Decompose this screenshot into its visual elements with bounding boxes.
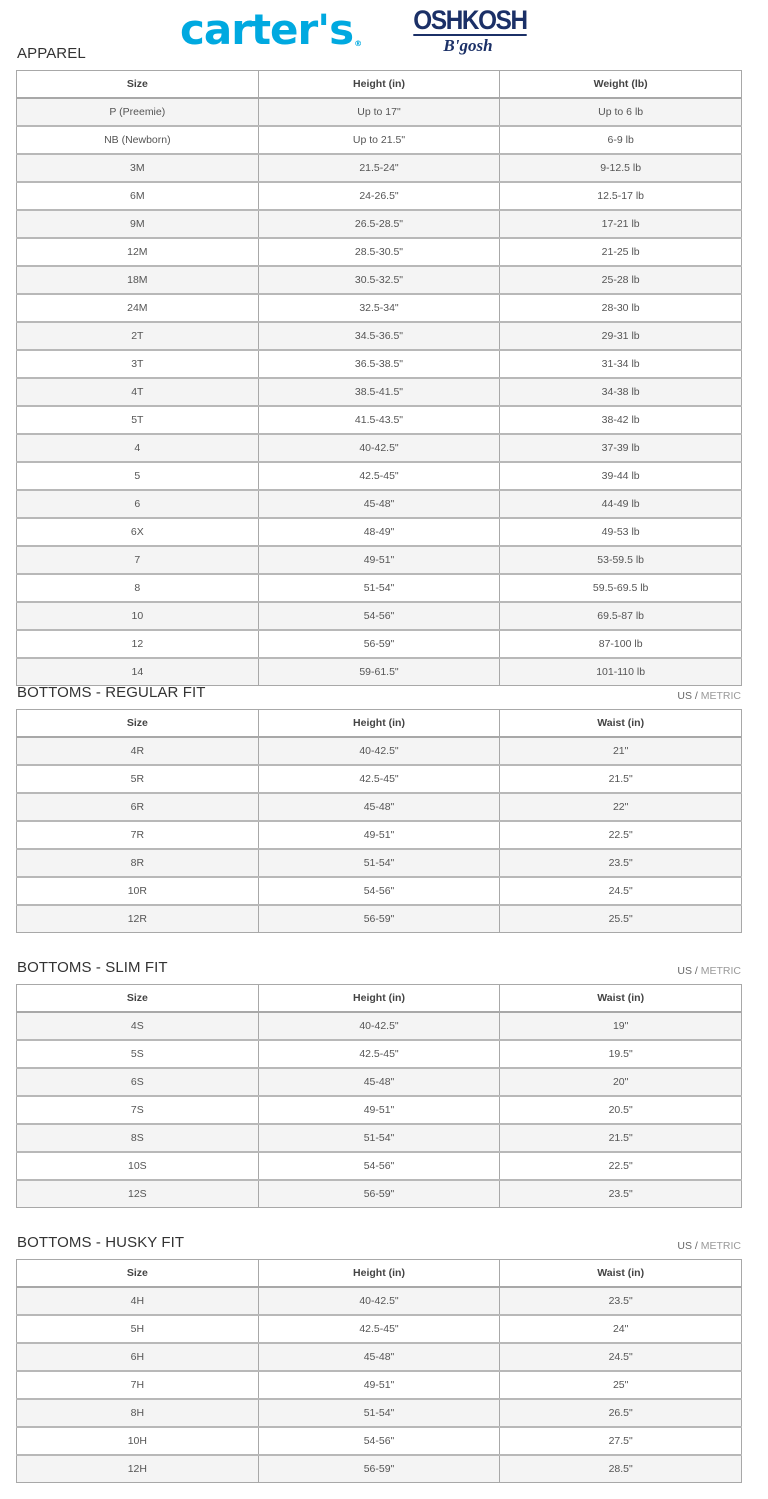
table-cell: 12 (17, 630, 259, 658)
table-cell: 42.5-45" (258, 1315, 500, 1343)
table-row (17, 602, 742, 630)
table-cell: 51-54" (258, 1399, 500, 1427)
table-cell: 21.5" (500, 765, 742, 793)
table-cell: 5S (17, 1040, 259, 1068)
table-cell: 42.5-45" (258, 462, 500, 490)
table-row (17, 737, 742, 765)
table-cell: 48-49" (258, 518, 500, 546)
table-row (17, 630, 742, 658)
table-row (17, 765, 742, 793)
table-cell: 25-28 lb (500, 266, 742, 294)
unit-separator: / (691, 690, 701, 702)
table-cell: 32.5-34" (258, 294, 500, 322)
unit-toggle-regular (677, 690, 741, 702)
table-row (17, 490, 742, 518)
table-cell: 51-54" (258, 849, 500, 877)
section-title-slim-fit: BOTTOMS - SLIM FIT (17, 959, 168, 976)
table-cell: 14 (17, 658, 259, 686)
table-cell: 26.5" (500, 1399, 742, 1427)
unit-separator: / (691, 1240, 701, 1252)
column-header: Waist (in) (500, 985, 742, 1013)
table-cell: 101-110 lb (500, 658, 742, 686)
table-row (17, 406, 742, 434)
table-row (17, 905, 742, 933)
table-cell: 24.5" (500, 1343, 742, 1371)
table-row (17, 1315, 742, 1343)
table-row (17, 1040, 742, 1068)
table-cell: 6R (17, 793, 259, 821)
table-cell: 18M (17, 266, 259, 294)
husky-fit-size-table (16, 1259, 742, 1483)
table-cell: 4R (17, 737, 259, 765)
table-cell: 10 (17, 602, 259, 630)
table-cell: 23.5" (500, 849, 742, 877)
unit-toggle-slim (677, 965, 741, 977)
table-row (17, 1152, 742, 1180)
table-cell: 10H (17, 1427, 259, 1455)
table-cell: 24" (500, 1315, 742, 1343)
slim-fit-size-table (16, 984, 742, 1208)
table-cell: 38-42 lb (500, 406, 742, 434)
unit-us-link[interactable]: US (677, 1240, 692, 1252)
table-cell: P (Preemie) (17, 98, 259, 126)
table-cell: 49-51" (258, 1371, 500, 1399)
table-cell: 8R (17, 849, 259, 877)
table-cell: 3M (17, 154, 259, 182)
table-cell: 4S (17, 1012, 259, 1040)
table-cell: 24.5" (500, 877, 742, 905)
column-header: Size (17, 71, 259, 99)
table-cell: 22.5" (500, 821, 742, 849)
oshkosh-logo (407, 6, 529, 56)
unit-metric-link[interactable]: METRIC (700, 965, 741, 977)
table-cell: 42.5-45" (258, 765, 500, 793)
table-cell: 6H (17, 1343, 259, 1371)
table-header-row (17, 71, 742, 99)
table-cell: 34.5-36.5" (258, 322, 500, 350)
table-cell: 25" (500, 1371, 742, 1399)
table-cell: 56-59" (258, 905, 500, 933)
table-row (17, 182, 742, 210)
table-cell: 6-9 lb (500, 126, 742, 154)
table-cell: 7H (17, 1371, 259, 1399)
unit-metric-link[interactable]: METRIC (700, 1240, 741, 1252)
table-cell: 12R (17, 905, 259, 933)
table-cell: NB (Newborn) (17, 126, 259, 154)
table-cell: 6X (17, 518, 259, 546)
table-row (17, 1096, 742, 1124)
table-cell: 54-56" (258, 877, 500, 905)
table-row (17, 1399, 742, 1427)
table-row (17, 1068, 742, 1096)
table-cell: 19" (500, 1012, 742, 1040)
table-row (17, 154, 742, 182)
table-row (17, 1012, 742, 1040)
table-cell: 56-59" (258, 630, 500, 658)
table-row (17, 210, 742, 238)
table-cell: 49-51" (258, 1096, 500, 1124)
registered-mark: ® (354, 39, 362, 48)
table-cell: 24-26.5" (258, 182, 500, 210)
table-cell: 53-59.5 lb (500, 546, 742, 574)
table-cell: 9M (17, 210, 259, 238)
table-cell: 49-51" (258, 546, 500, 574)
table-cell: 28.5" (500, 1455, 742, 1483)
table-cell: 40-42.5" (258, 434, 500, 462)
table-cell: 38.5-41.5" (258, 378, 500, 406)
section-title-apparel: APPAREL (17, 45, 86, 62)
table-row (17, 1124, 742, 1152)
table-row (17, 574, 742, 602)
table-cell: 21" (500, 737, 742, 765)
table-cell: 5H (17, 1315, 259, 1343)
column-header: Weight (lb) (500, 71, 742, 99)
table-cell: 21.5" (500, 1124, 742, 1152)
table-cell: 54-56" (258, 1152, 500, 1180)
table-cell: 7 (17, 546, 259, 574)
table-cell: 56-59" (258, 1455, 500, 1483)
table-cell: 12H (17, 1455, 259, 1483)
table-cell: 69.5-87 lb (500, 602, 742, 630)
table-cell: 8S (17, 1124, 259, 1152)
table-row (17, 546, 742, 574)
table-cell: 6 (17, 490, 259, 518)
table-row (17, 434, 742, 462)
table-cell: 20.5" (500, 1096, 742, 1124)
table-cell: 7R (17, 821, 259, 849)
table-cell: 5 (17, 462, 259, 490)
table-header-row (17, 985, 742, 1013)
table-cell: 39-44 lb (500, 462, 742, 490)
table-cell: 22.5" (500, 1152, 742, 1180)
brand-header (0, 0, 768, 70)
table-cell: 56-59" (258, 1180, 500, 1208)
table-cell: 5T (17, 406, 259, 434)
table-cell: 19.5" (500, 1040, 742, 1068)
table-cell: 54-56" (258, 602, 500, 630)
table-cell: 4T (17, 378, 259, 406)
table-row (17, 322, 742, 350)
table-cell: 28.5-30.5" (258, 238, 500, 266)
carters-logo (180, 4, 361, 56)
unit-separator: / (691, 965, 701, 977)
table-cell: 40-42.5" (258, 1287, 500, 1315)
table-cell: 45-48" (258, 1343, 500, 1371)
table-cell: 21-25 lb (500, 238, 742, 266)
table-cell: 9-12.5 lb (500, 154, 742, 182)
table-cell: 34-38 lb (500, 378, 742, 406)
table-cell: 40-42.5" (258, 737, 500, 765)
table-row (17, 266, 742, 294)
table-row (17, 793, 742, 821)
column-header: Height (in) (258, 1260, 500, 1288)
table-cell: 17-21 lb (500, 210, 742, 238)
table-row (17, 1371, 742, 1399)
table-row (17, 849, 742, 877)
table-cell: 23.5" (500, 1287, 742, 1315)
table-cell: 5R (17, 765, 259, 793)
carters-logo-text: carter's (180, 5, 354, 54)
oshkosh-logo-bottom: B'gosh (443, 36, 493, 55)
table-cell: 45-48" (258, 490, 500, 518)
table-row (17, 126, 742, 154)
table-header-row (17, 710, 742, 738)
table-row (17, 294, 742, 322)
table-cell: 8 (17, 574, 259, 602)
table-cell: 24M (17, 294, 259, 322)
table-cell: Up to 17" (258, 98, 500, 126)
table-cell: 2T (17, 322, 259, 350)
table-row (17, 350, 742, 378)
table-row (17, 378, 742, 406)
table-cell: 27.5" (500, 1427, 742, 1455)
table-cell: 54-56" (258, 1427, 500, 1455)
table-cell: 4H (17, 1287, 259, 1315)
unit-metric-link[interactable]: METRIC (700, 690, 741, 702)
table-row (17, 1180, 742, 1208)
column-header: Height (in) (258, 71, 500, 99)
table-cell: 12.5-17 lb (500, 182, 742, 210)
table-cell: 30.5-32.5" (258, 266, 500, 294)
table-cell: Up to 6 lb (500, 98, 742, 126)
table-cell: 44-49 lb (500, 490, 742, 518)
table-cell: 87-100 lb (500, 630, 742, 658)
table-cell: 20" (500, 1068, 742, 1096)
table-cell: 26.5-28.5" (258, 210, 500, 238)
table-row (17, 518, 742, 546)
table-row (17, 1287, 742, 1315)
table-cell: 12S (17, 1180, 259, 1208)
table-row (17, 877, 742, 905)
table-cell: 12M (17, 238, 259, 266)
table-cell: Up to 21.5" (258, 126, 500, 154)
table-header-row (17, 1260, 742, 1288)
table-cell: 28-30 lb (500, 294, 742, 322)
table-cell: 6M (17, 182, 259, 210)
table-row (17, 1427, 742, 1455)
table-cell: 59.5-69.5 lb (500, 574, 742, 602)
unit-us-link[interactable]: US (677, 690, 692, 702)
table-cell: 25.5" (500, 905, 742, 933)
table-cell: 4 (17, 434, 259, 462)
table-cell: 7S (17, 1096, 259, 1124)
table-cell: 45-48" (258, 793, 500, 821)
section-title-regular-fit: BOTTOMS - REGULAR FIT (17, 684, 206, 701)
table-cell: 29-31 lb (500, 322, 742, 350)
table-row (17, 462, 742, 490)
oshkosh-logo-top: OSHKOSH (413, 5, 527, 35)
table-cell: 37-39 lb (500, 434, 742, 462)
table-cell: 51-54" (258, 1124, 500, 1152)
table-row (17, 238, 742, 266)
column-header: Size (17, 710, 259, 738)
table-cell: 10S (17, 1152, 259, 1180)
column-header: Height (in) (258, 985, 500, 1013)
table-cell: 51-54" (258, 574, 500, 602)
table-cell: 8H (17, 1399, 259, 1427)
table-cell: 59-61.5" (258, 658, 500, 686)
unit-us-link[interactable]: US (677, 965, 692, 977)
unit-toggle-husky (677, 1240, 741, 1252)
table-row (17, 658, 742, 686)
table-cell: 21.5-24" (258, 154, 500, 182)
column-header: Size (17, 985, 259, 1013)
column-header: Waist (in) (500, 710, 742, 738)
table-cell: 6S (17, 1068, 259, 1096)
table-cell: 3T (17, 350, 259, 378)
table-cell: 45-48" (258, 1068, 500, 1096)
table-row (17, 1343, 742, 1371)
section-title-husky-fit: BOTTOMS - HUSKY FIT (17, 1234, 185, 1251)
column-header: Height (in) (258, 710, 500, 738)
table-row (17, 821, 742, 849)
table-cell: 49-51" (258, 821, 500, 849)
table-cell: 31-34 lb (500, 350, 742, 378)
table-cell: 23.5" (500, 1180, 742, 1208)
apparel-size-table (16, 70, 742, 686)
table-row (17, 98, 742, 126)
regular-fit-size-table (16, 709, 742, 933)
table-cell: 49-53 lb (500, 518, 742, 546)
table-cell: 42.5-45" (258, 1040, 500, 1068)
table-cell: 41.5-43.5" (258, 406, 500, 434)
table-row (17, 1455, 742, 1483)
column-header: Size (17, 1260, 259, 1288)
table-cell: 40-42.5" (258, 1012, 500, 1040)
column-header: Waist (in) (500, 1260, 742, 1288)
table-cell: 36.5-38.5" (258, 350, 500, 378)
table-cell: 10R (17, 877, 259, 905)
table-cell: 22" (500, 793, 742, 821)
